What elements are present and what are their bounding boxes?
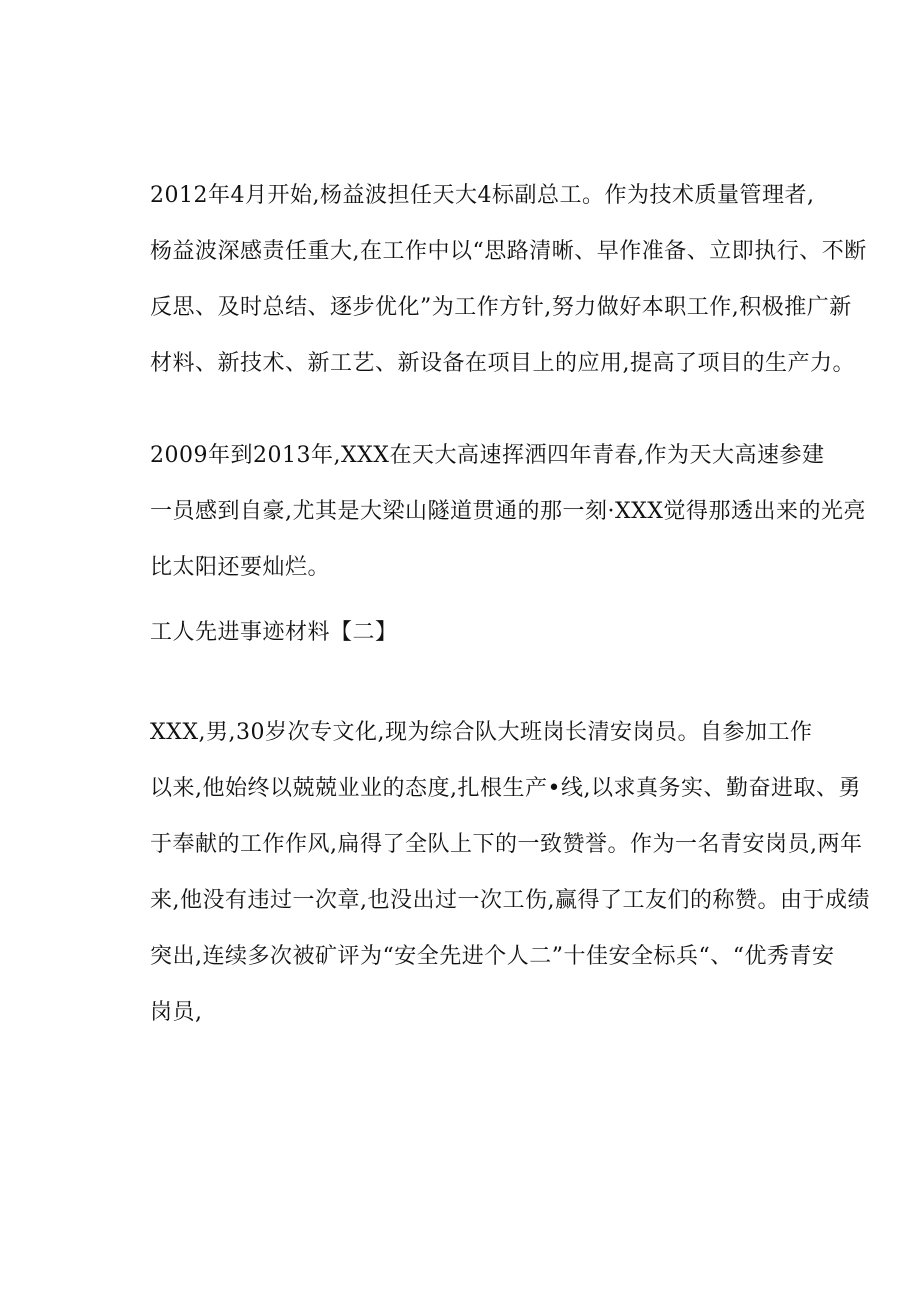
paragraph-1-line-3: 反思、及时总结、逐步优化”为工作方针,努力做好本职工作,积极推广新 — [150, 295, 852, 320]
section-heading — [150, 605, 790, 661]
paragraph-1-line-1: 2012年4月开始,杨益波担任天大4标副总工。作为技术质量管理者, — [150, 183, 815, 208]
paragraph-3-line-3: 于奉献的工作作风,扁得了全队上下的一致赞誉。作为一名青安岗员,两年 — [150, 832, 863, 857]
paragraph-2-line-1: 2009年到2013年,XXX在天大高速挥洒四年青春,作为天大高速参建 — [150, 443, 825, 468]
paragraph-3-line-5: 突出,连续多次被矿评为“安全先进个人二”十佳安全标兵“、“优秀青安 — [150, 944, 835, 969]
paragraph-3-line-4: 来,他没有违过一次章,也没出过一次工伤,赢得了工友们的称赞。由于成绩 — [150, 888, 870, 913]
paragraph-1-line-2: 杨益波深感责任重大,在工作中以“思路清晰、早作准备、立即执行、不断 — [150, 239, 867, 264]
section-heading-text: 工人先进事迹材料【二】 — [150, 620, 398, 645]
paragraph-2 — [150, 428, 866, 596]
paragraph-2-line-2: 一员感到自豪,尤其是大梁山隧道贯通的那一刻·XXX觉得那透出来的光亮 — [150, 499, 866, 524]
paragraph-1 — [150, 168, 867, 392]
paragraph-2-line-3: 比太阳还要灿烂。 — [150, 555, 331, 580]
paragraph-3-line-2: 以来,他始终以兢兢业业的态度,扎根生产•线,以求真务实、勤奋进取、勇 — [150, 776, 861, 801]
paragraph-3 — [150, 705, 870, 1041]
paragraph-3-line-1: XXX,男,30岁次专文化,现为综合队大班岗长清安岗员。自参加工作 — [150, 720, 813, 745]
paragraph-3-line-6: 岗员, — [150, 1000, 203, 1025]
paragraph-1-line-4: 材料、新技术、新工艺、新设备在项目上的应用,提高了项目的生产力。 — [150, 351, 855, 376]
